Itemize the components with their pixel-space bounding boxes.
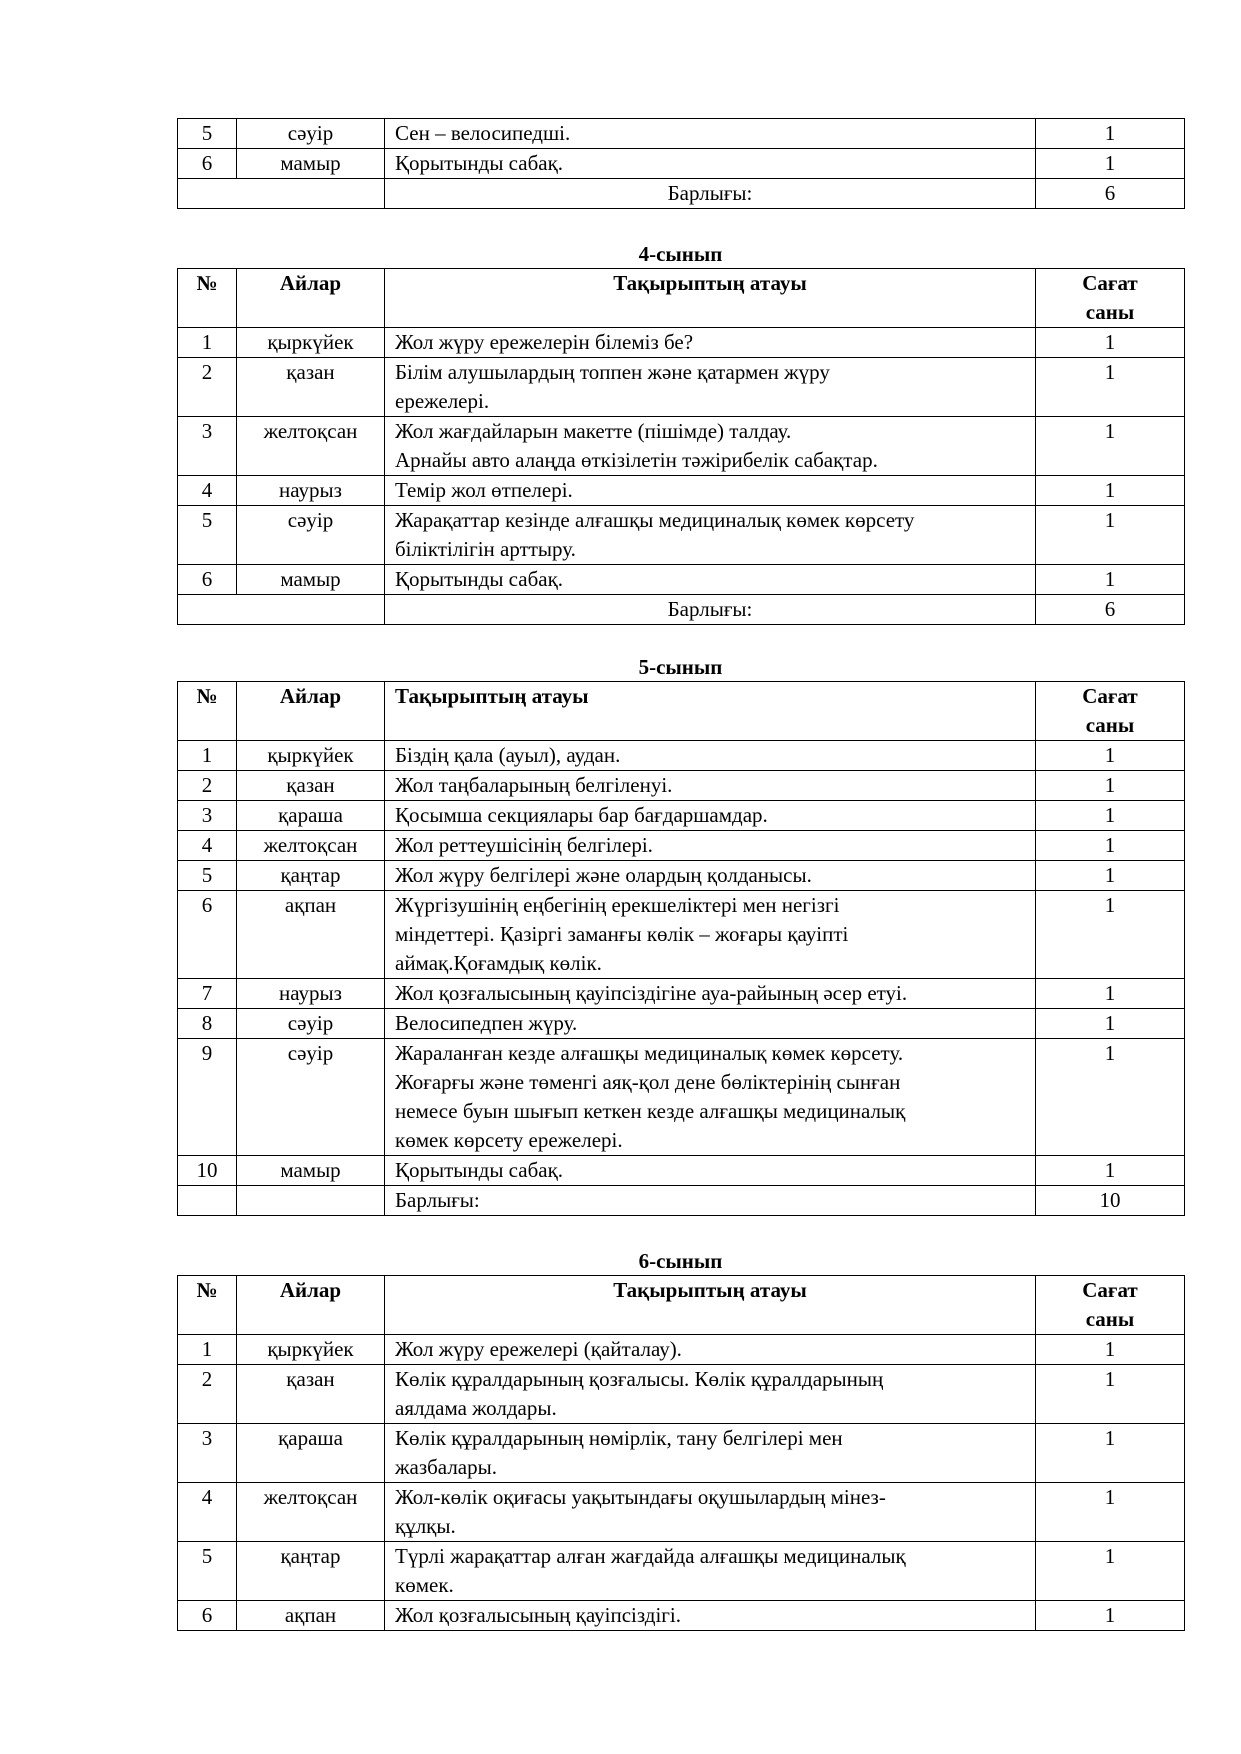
header-hours: [1036, 1276, 1185, 1335]
row-month: қыркүйек: [237, 1335, 385, 1365]
row-num: 1: [178, 741, 237, 771]
row-month: желтоқсан: [237, 417, 385, 476]
row-hours: 1: [1036, 891, 1185, 979]
table-header-row: [178, 269, 1185, 328]
row-month: қаңтар: [237, 861, 385, 891]
header-topic: Тақырыптың атауы: [385, 682, 1036, 741]
total-empty: [237, 1186, 385, 1216]
row-topic: [385, 1335, 1036, 1365]
row-topic-line: Жарақаттар кезінде алғашқы медициналық көмек көрсету: [395, 508, 915, 532]
row-num: 2: [178, 771, 237, 801]
row-topic-line: Жол реттеушісінің белгілері.: [395, 833, 653, 857]
row-topic-line: Жол қозғалысының қауіпсіздігіне ауа-райының әсер етуі.: [395, 981, 908, 1005]
row-month: сәуір: [237, 119, 385, 149]
row-topic-line: Қорытынды сабақ.: [395, 1158, 564, 1182]
row-num: 6: [178, 891, 237, 979]
row-topic-line: Қорытынды сабақ.: [395, 151, 564, 175]
row-month: желтоқсан: [237, 831, 385, 861]
table-row: [178, 771, 1185, 801]
grade5-table: [177, 681, 1185, 1216]
row-topic-line: біліктілігін арттыру.: [395, 537, 576, 561]
row-num: 1: [178, 328, 237, 358]
row-topic-line: жазбалары.: [395, 1455, 497, 1479]
table-row: [178, 358, 1185, 417]
row-num: 3: [178, 801, 237, 831]
total-label: Барлығы:: [385, 595, 1036, 625]
header-hours-line2: саны: [1085, 1307, 1135, 1331]
header-month: Айлар: [237, 1276, 385, 1335]
row-num: 2: [178, 1365, 237, 1424]
row-hours: 1: [1036, 506, 1185, 565]
table-row: [178, 417, 1185, 476]
total-empty: [178, 1186, 237, 1216]
row-hours: 1: [1036, 1483, 1185, 1542]
row-hours: 1: [1036, 1156, 1185, 1186]
total-row: [178, 179, 1185, 209]
table-row: [178, 1542, 1185, 1601]
row-topic: [385, 506, 1036, 565]
row-hours: 1: [1036, 1601, 1185, 1631]
row-month: қазан: [237, 1365, 385, 1424]
row-hours: 1: [1036, 328, 1185, 358]
header-month: Айлар: [237, 682, 385, 741]
row-hours: 1: [1036, 741, 1185, 771]
row-num: 10: [178, 1156, 237, 1186]
row-num: 1: [178, 1335, 237, 1365]
header-num: №: [178, 269, 237, 328]
row-topic-line: Сен – велосипедші.: [395, 121, 571, 145]
row-num: 3: [178, 1424, 237, 1483]
row-topic-line: Жүргізушінің еңбегінің ерекшеліктері мен негізгі: [395, 893, 840, 917]
table-row: [178, 476, 1185, 506]
row-topic: [385, 358, 1036, 417]
row-hours: 1: [1036, 1365, 1185, 1424]
row-topic-line: көмек.: [395, 1573, 454, 1597]
header-num: №: [178, 1276, 237, 1335]
grade3-table-tail: [177, 118, 1184, 209]
row-hours: 1: [1036, 861, 1185, 891]
row-topic: [385, 831, 1036, 861]
header-num: №: [178, 682, 237, 741]
row-month: мамыр: [237, 565, 385, 595]
row-topic-line: Жоғарғы және төменгі аяқ-қол дене бөліктерінің сынған: [395, 1070, 901, 1094]
row-topic-line: Білім алушылардың топпен және қатармен жүру: [395, 360, 830, 384]
row-hours: 1: [1036, 1335, 1185, 1365]
row-num: 5: [178, 1542, 237, 1601]
row-num: 6: [178, 1601, 237, 1631]
row-month: ақпан: [237, 1601, 385, 1631]
row-topic: [385, 801, 1036, 831]
row-topic-line: Жол жағдайларын макетте (пішімде) талдау.: [395, 419, 792, 443]
row-num: 7: [178, 979, 237, 1009]
total-row: [178, 595, 1185, 625]
row-month: наурыз: [237, 979, 385, 1009]
row-topic: [385, 1424, 1036, 1483]
row-month: қыркүйек: [237, 328, 385, 358]
row-topic: [385, 979, 1036, 1009]
row-topic-line: Көлік құралдарының қозғалысы. Көлік құралдарының: [395, 1367, 884, 1391]
row-num: 6: [178, 149, 237, 179]
table-row: [178, 1424, 1185, 1483]
row-topic: [385, 1156, 1036, 1186]
table-row: [178, 741, 1185, 771]
row-topic-line: Қорытынды сабақ.: [395, 567, 564, 591]
grade6-table: [177, 1275, 1185, 1631]
header-month: Айлар: [237, 269, 385, 328]
header-hours: [1036, 682, 1185, 741]
table-row: [178, 565, 1185, 595]
row-hours: 1: [1036, 801, 1185, 831]
row-month: сәуір: [237, 1009, 385, 1039]
row-topic-line: Арнайы авто алаңда өткізілетін тәжірибелік сабақтар.: [395, 448, 878, 472]
table-row: [178, 801, 1185, 831]
row-hours: 1: [1036, 1424, 1185, 1483]
row-month: қараша: [237, 1424, 385, 1483]
row-topic-line: немесе буын шығып кеткен кезде алғашқы медициналық: [395, 1099, 906, 1123]
row-month: қазан: [237, 771, 385, 801]
table-row: [178, 979, 1185, 1009]
table-row: [178, 119, 1185, 149]
row-topic: [385, 328, 1036, 358]
row-month: ақпан: [237, 891, 385, 979]
row-hours: 1: [1036, 476, 1185, 506]
row-topic: [385, 861, 1036, 891]
header-hours: [1036, 269, 1185, 328]
table-row: [178, 506, 1185, 565]
schedule-table: [177, 118, 1185, 209]
row-topic: [385, 119, 1036, 149]
row-topic: [385, 149, 1036, 179]
header-hours-line1: Сағат: [1082, 1278, 1138, 1302]
row-topic-line: Жол-көлік оқиғасы уақытындағы оқушылардың мінез-: [395, 1485, 886, 1509]
row-topic: [385, 1039, 1036, 1156]
row-hours: 1: [1036, 1009, 1185, 1039]
total-row: [178, 1186, 1185, 1216]
row-month: мамыр: [237, 1156, 385, 1186]
row-month: қыркүйек: [237, 741, 385, 771]
table-row: [178, 1365, 1185, 1424]
header-topic: Тақырыптың атауы: [385, 1276, 1036, 1335]
grade5-caption: 5-сынып: [638, 655, 723, 679]
row-hours: 1: [1036, 119, 1185, 149]
row-month: мамыр: [237, 149, 385, 179]
row-num: 4: [178, 1483, 237, 1542]
row-topic: [385, 565, 1036, 595]
total-value: 10: [1036, 1186, 1185, 1216]
row-num: 5: [178, 119, 237, 149]
grade6-section: [177, 1247, 1184, 1631]
grade4-caption: 4-сынып: [638, 242, 723, 266]
row-topic-line: Жол таңбаларының белгіленуі.: [395, 773, 673, 797]
row-hours: 1: [1036, 565, 1185, 595]
row-topic-line: аялдама жолдары.: [395, 1396, 557, 1420]
table-header-row: [178, 1276, 1185, 1335]
row-topic-line: Жол жүру белгілері және олардың қолданысы.: [395, 863, 812, 887]
row-topic-line: Көлік құралдарының нөмірлік, тану белгілері мен: [395, 1426, 843, 1450]
header-topic: Тақырыптың атауы: [385, 269, 1036, 328]
grade4-section: [177, 240, 1184, 625]
total-value: 6: [1036, 179, 1185, 209]
row-topic-line: Біздің қала (ауыл), аудан.: [395, 743, 621, 767]
row-hours: 1: [1036, 1039, 1185, 1156]
header-hours-line2: саны: [1085, 300, 1135, 324]
total-label: Барлығы:: [385, 1186, 1036, 1216]
row-month: сәуір: [237, 506, 385, 565]
table-row: [178, 1156, 1185, 1186]
row-topic-line: аймақ.Қоғамдық көлік.: [395, 951, 602, 975]
header-hours-line2: саны: [1085, 713, 1135, 737]
row-topic: [385, 1009, 1036, 1039]
table-row: [178, 1039, 1185, 1156]
row-topic-line: Жараланған кезде алғашқы медициналық көмек көрсету.: [395, 1041, 904, 1065]
row-topic-line: ережелері.: [395, 389, 490, 413]
row-num: 4: [178, 831, 237, 861]
row-topic-line: құлқы.: [395, 1514, 456, 1538]
row-num: 8: [178, 1009, 237, 1039]
row-topic-line: Жол жүру ережелері (қайталау).: [395, 1337, 682, 1361]
table-row: [178, 149, 1185, 179]
total-empty: [178, 179, 385, 209]
total-value: 6: [1036, 595, 1185, 625]
table-row: [178, 1601, 1185, 1631]
row-topic-line: Түрлі жарақаттар алған жағдайда алғашқы медициналық: [395, 1544, 906, 1568]
row-topic: [385, 1483, 1036, 1542]
row-topic: [385, 1601, 1036, 1631]
row-month: наурыз: [237, 476, 385, 506]
table-row: [178, 1335, 1185, 1365]
row-hours: 1: [1036, 358, 1185, 417]
row-topic-line: көмек көрсету ережелері.: [395, 1128, 623, 1152]
grade5-section: [177, 653, 1184, 1216]
row-hours: 1: [1036, 1542, 1185, 1601]
row-topic-line: Велосипедпен жүру.: [395, 1011, 578, 1035]
row-topic: [385, 476, 1036, 506]
row-num: 2: [178, 358, 237, 417]
grade6-caption: 6-сынып: [638, 1249, 723, 1273]
row-month: қараша: [237, 801, 385, 831]
row-topic: [385, 1542, 1036, 1601]
row-num: 9: [178, 1039, 237, 1156]
row-topic: [385, 1365, 1036, 1424]
row-month: қаңтар: [237, 1542, 385, 1601]
grade4-table: [177, 268, 1185, 625]
row-topic-line: Қосымша секциялары бар бағдаршамдар.: [395, 803, 768, 827]
row-month: қазан: [237, 358, 385, 417]
row-num: 3: [178, 417, 237, 476]
header-hours-line1: Сағат: [1082, 684, 1138, 708]
table-row: [178, 891, 1185, 979]
row-hours: 1: [1036, 149, 1185, 179]
table-row: [178, 1009, 1185, 1039]
row-num: 4: [178, 476, 237, 506]
row-topic-line: міндеттері. Қазіргі заманғы көлік – жоғары қауіпті: [395, 922, 849, 946]
row-hours: 1: [1036, 831, 1185, 861]
row-hours: 1: [1036, 417, 1185, 476]
total-empty: [178, 595, 385, 625]
row-topic-line: Жол қозғалысының қауіпсіздігі.: [395, 1603, 681, 1627]
row-num: 6: [178, 565, 237, 595]
row-topic: [385, 771, 1036, 801]
row-num: 5: [178, 861, 237, 891]
table-header-row: [178, 682, 1185, 741]
row-topic: [385, 741, 1036, 771]
header-hours-line1: Сағат: [1082, 271, 1138, 295]
row-month: желтоқсан: [237, 1483, 385, 1542]
row-hours: 1: [1036, 979, 1185, 1009]
row-month: сәуір: [237, 1039, 385, 1156]
table-row: [178, 1483, 1185, 1542]
table-row: [178, 861, 1185, 891]
row-hours: 1: [1036, 771, 1185, 801]
table-row: [178, 831, 1185, 861]
row-topic: [385, 891, 1036, 979]
row-topic-line: Жол жүру ережелерін білеміз бе?: [395, 330, 694, 354]
row-num: 5: [178, 506, 237, 565]
row-topic-line: Темір жол өтпелері.: [395, 478, 573, 502]
row-topic: [385, 417, 1036, 476]
table-row: [178, 328, 1185, 358]
total-label: Барлығы:: [385, 179, 1036, 209]
